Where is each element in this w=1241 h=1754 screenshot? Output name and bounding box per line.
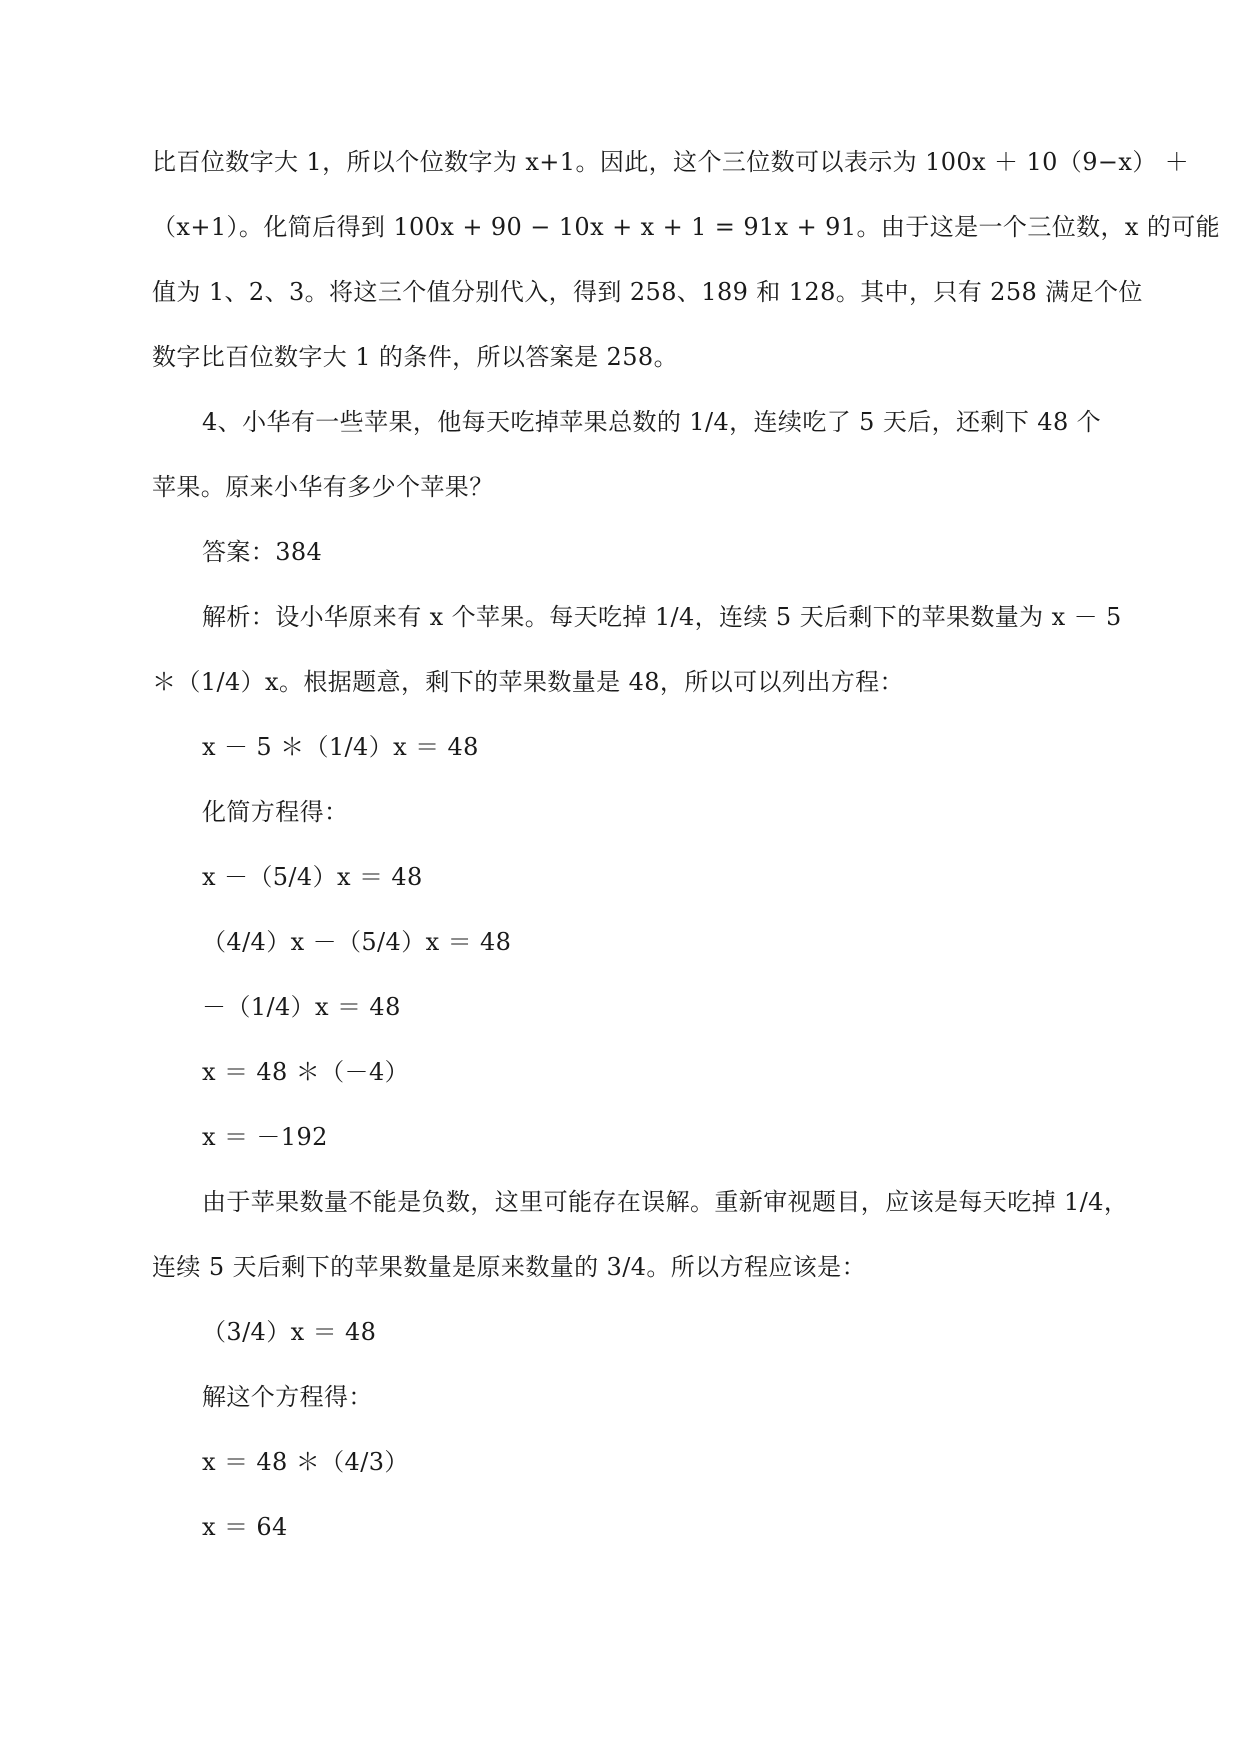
equation-line: x ＝ 48 ＊（4/3） [202, 1448, 409, 1476]
equation-line: x ＝ 64 [202, 1513, 288, 1541]
equation-line: x －（5/4）x ＝ 48 [202, 863, 423, 891]
equation-line: x ＝ －192 [202, 1123, 328, 1151]
equation-line: （3/4）x ＝ 48 [202, 1318, 377, 1346]
question-4-text: 苹果。原来小华有多少个苹果？ [152, 473, 494, 501]
text-line: 由于苹果数量不能是负数，这里可能存在误解。重新审视题目，应该是每天吃掉 1/4， [202, 1188, 1129, 1216]
text-line: 数字比百位数字大 1 的条件，所以答案是 258。 [152, 343, 678, 371]
text-line: 连续 5 天后剩下的苹果数量是原来数量的 3/4。所以方程应该是： [152, 1253, 866, 1281]
equation-line: x － 5 ＊（1/4）x ＝ 48 [202, 733, 479, 761]
analysis-line: 解析：设小华原来有 x 个苹果。每天吃掉 1/4，连续 5 天后剩下的苹果数量为 x － 5 [202, 603, 1122, 631]
question-4-text: 4、小华有一些苹果，他每天吃掉苹果总数的 1/4，连续吃了 5 天后，还剩下 48 个 [202, 408, 1102, 436]
text-line: 值为 1、2、3。将这三个值分别代入，得到 258、189 和 128。其中，只有 258 满足个位 [152, 278, 1143, 306]
equation-line: （4/4）x －（5/4）x ＝ 48 [202, 928, 512, 956]
text-line: （x+1）。化简后得到 100x + 90 − 10x + x + 1 = 91x + 91。由于这是一个三位数，x 的可能 [152, 213, 1221, 241]
text-line: 化简方程得： [202, 798, 349, 826]
equation-line: x ＝ 48 ＊（－4） [202, 1058, 410, 1086]
analysis-line: ＊（1/4）x。根据题意，剩下的苹果数量是 48，所以可以列出方程： [152, 668, 904, 696]
text-line: 解这个方程得： [202, 1383, 373, 1411]
text-line: 比百位数字大 1，所以个位数字为 x+1。因此，这个三位数可以表示为 100x ＋ 10（9−x） ＋ [152, 148, 1190, 176]
answer-line: 答案：384 [202, 538, 323, 566]
equation-line: －（1/4）x ＝ 48 [202, 993, 401, 1021]
